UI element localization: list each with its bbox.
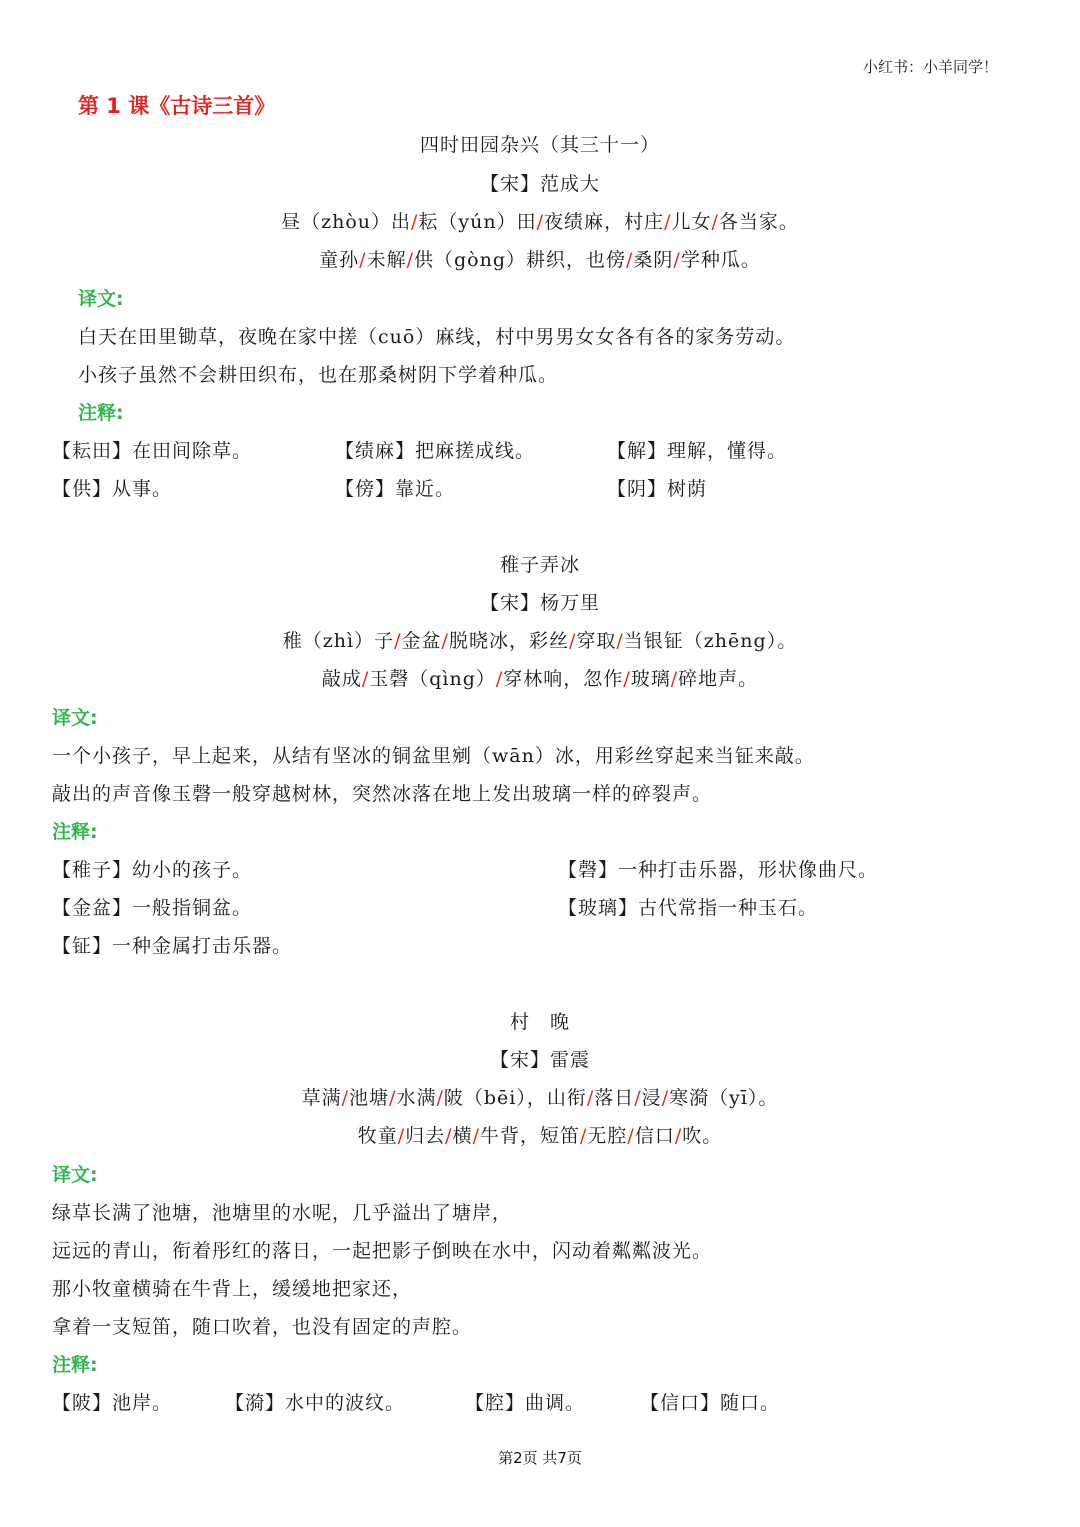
notes-label: 注释:: [52, 821, 98, 843]
pause-slash: /: [441, 630, 449, 652]
poem-segment: 脱晓冰，彩丝: [448, 630, 569, 652]
notes-label: 注释:: [78, 402, 124, 424]
note-item: 【解】理解，懂得。: [607, 440, 788, 462]
pause-slash: /: [341, 1087, 350, 1109]
note-item: 【绩麻】把麻搓成线。: [335, 440, 536, 462]
pause-slash: /: [394, 630, 402, 652]
poem-segment: 耘（yún）田: [418, 211, 537, 233]
note-item: 【钲】一种金属打击乐器。: [52, 935, 293, 957]
header-credit: 小红书：小羊同学！: [862, 58, 998, 76]
translation-line: 绿草长满了池塘，池塘里的水呢，几乎溢出了塘岸，: [52, 1202, 513, 1224]
lesson-title: 第 1 课《古诗三首》: [78, 94, 276, 118]
note-item: 【傍】靠近。: [335, 478, 456, 500]
poem-author: 【宋】杨万里: [479, 592, 600, 614]
poem-segment: 草满: [301, 1087, 342, 1109]
pause-slash: /: [361, 668, 370, 690]
pause-slash: /: [406, 249, 414, 271]
translation-line: 那小牧童横骑在牛背上，缓缓地把家还，: [52, 1278, 413, 1300]
note-item: 【信口】随口。: [640, 1392, 781, 1414]
pause-slash: /: [711, 211, 719, 233]
pause-slash: /: [634, 1087, 642, 1109]
poem-title: 稚子弄冰: [499, 554, 580, 576]
poem-segment: 陂（bēi），山衔: [443, 1087, 587, 1109]
poem-segment: 浸: [641, 1087, 662, 1109]
poem-segment: 碎地声。: [678, 668, 759, 690]
note-item: 【腔】曲调。: [465, 1392, 586, 1414]
note-item: 【陂】池岸。: [52, 1392, 173, 1414]
poem-segment: 桑阴: [633, 249, 674, 271]
poem-segment: 吹。: [682, 1125, 723, 1147]
poem-segment: 各当家。: [718, 211, 799, 233]
pause-slash: /: [472, 1125, 480, 1147]
poem-line: [0, 626, 1080, 653]
poem-segment: 夜绩麻，村庄: [544, 211, 665, 233]
pause-slash: /: [397, 1125, 406, 1147]
pause-slash: /: [586, 1087, 595, 1109]
translation-line: 小孩子虽然不会耕田织布，也在那桑树阴下学着种瓜。: [78, 364, 559, 386]
poem-segment: 无腔: [587, 1125, 628, 1147]
poem-segment: 牛背，短笛: [479, 1125, 580, 1147]
poem-segment: 水满: [396, 1087, 437, 1109]
note-item: 【金盆】一般指铜盆。: [52, 897, 253, 919]
poem-segment: 穿林响，忽作: [503, 668, 624, 690]
pause-slash: /: [670, 668, 679, 690]
poem-segment: 童孙: [319, 249, 360, 271]
pause-slash: /: [616, 630, 624, 652]
poem-segment: 儿女: [671, 211, 712, 233]
poem-segment: 落日: [594, 1087, 635, 1109]
translation-line: 远远的青山，衔着彤红的落日，一起把影子倒映在水中，闪动着粼粼波光。: [52, 1240, 713, 1262]
pause-slash: /: [673, 249, 681, 271]
poem-segment: 横: [452, 1125, 473, 1147]
note-item: 【稚子】幼小的孩子。: [52, 859, 253, 881]
pause-slash: /: [389, 1087, 397, 1109]
poem-title: 村 晚: [509, 1011, 570, 1033]
translation-label: 译文:: [78, 288, 124, 310]
poem-author: 【宋】雷震: [489, 1049, 590, 1071]
pause-slash: /: [627, 1125, 635, 1147]
translation-label: 译文:: [52, 707, 98, 729]
poem-segment: 敲成: [321, 668, 362, 690]
note-item: 【磬】一种打击乐器，形状像曲尺。: [558, 859, 879, 881]
note-item: 【供】从事。: [52, 478, 173, 500]
poem-segment: 昼（zhòu）出: [281, 211, 412, 233]
pause-slash: /: [411, 211, 419, 233]
note-item: 【阴】树荫: [607, 478, 708, 500]
poem-line: [0, 1083, 1080, 1110]
poem-segment: 池塘: [349, 1087, 390, 1109]
pause-slash: /: [436, 1087, 444, 1109]
pause-slash: /: [536, 211, 545, 233]
poem-title: 四时田园杂兴（其三十一）: [419, 134, 660, 156]
pause-slash: /: [623, 668, 631, 690]
poem-segment: 玉磬（qìng）: [369, 668, 496, 690]
poem-segment: 穿取: [576, 630, 617, 652]
note-item: 【耘田】在田间除草。: [52, 440, 253, 462]
poem-segment: 玻璃: [630, 668, 671, 690]
poem-line: [0, 207, 1080, 234]
note-item: 【漪】水中的波纹。: [225, 1392, 406, 1414]
pause-slash: /: [674, 1125, 683, 1147]
poem-line: [0, 1121, 1080, 1148]
translation-line: 白天在田里锄草，夜晚在家中搓（cuō）麻线，村中男男女女各有各的家务劳动。: [78, 326, 796, 348]
translation-line: 一个小孩子，早上起来，从结有坚冰的铜盆里剜（wān）冰，用彩丝穿起来当钲来敲。: [52, 745, 815, 767]
poem-segment: 稚（zhì）子: [282, 630, 395, 652]
poem-segment: 牧童: [357, 1125, 398, 1147]
page-number: 第2页 共7页: [498, 1449, 582, 1467]
notes-label: 注释:: [52, 1354, 98, 1376]
poem-segment: 归去: [405, 1125, 446, 1147]
poem-segment: 学种瓜。: [680, 249, 761, 271]
poem-segment: 当银钲（zhēng）。: [623, 630, 798, 652]
pause-slash: /: [626, 249, 634, 271]
pause-slash: /: [664, 211, 672, 233]
poem-segment: 寒漪（yī）。: [669, 1087, 779, 1109]
translation-label: 译文:: [52, 1164, 98, 1186]
poem-segment: 金盆: [401, 630, 442, 652]
poem-author: 【宋】范成大: [479, 173, 600, 195]
pause-slash: /: [445, 1125, 453, 1147]
pause-slash: /: [495, 668, 504, 690]
poem-segment: 信口: [634, 1125, 675, 1147]
pause-slash: /: [580, 1125, 588, 1147]
poem-line: [0, 245, 1080, 272]
pause-slash: /: [359, 249, 367, 271]
poem-line: [0, 664, 1080, 691]
pause-slash: /: [661, 1087, 670, 1109]
poem-segment: 供（gòng）耕织，也傍: [413, 249, 626, 271]
pause-slash: /: [568, 630, 577, 652]
note-item: 【玻璃】古代常指一种玉石。: [558, 897, 819, 919]
translation-line: 敲出的声音像玉磬一般穿越树林，突然冰落在地上发出玻璃一样的碎裂声。: [52, 783, 713, 805]
poem-segment: 未解: [366, 249, 407, 271]
translation-line: 拿着一支短笛，随口吹着，也没有固定的声腔。: [52, 1316, 473, 1338]
